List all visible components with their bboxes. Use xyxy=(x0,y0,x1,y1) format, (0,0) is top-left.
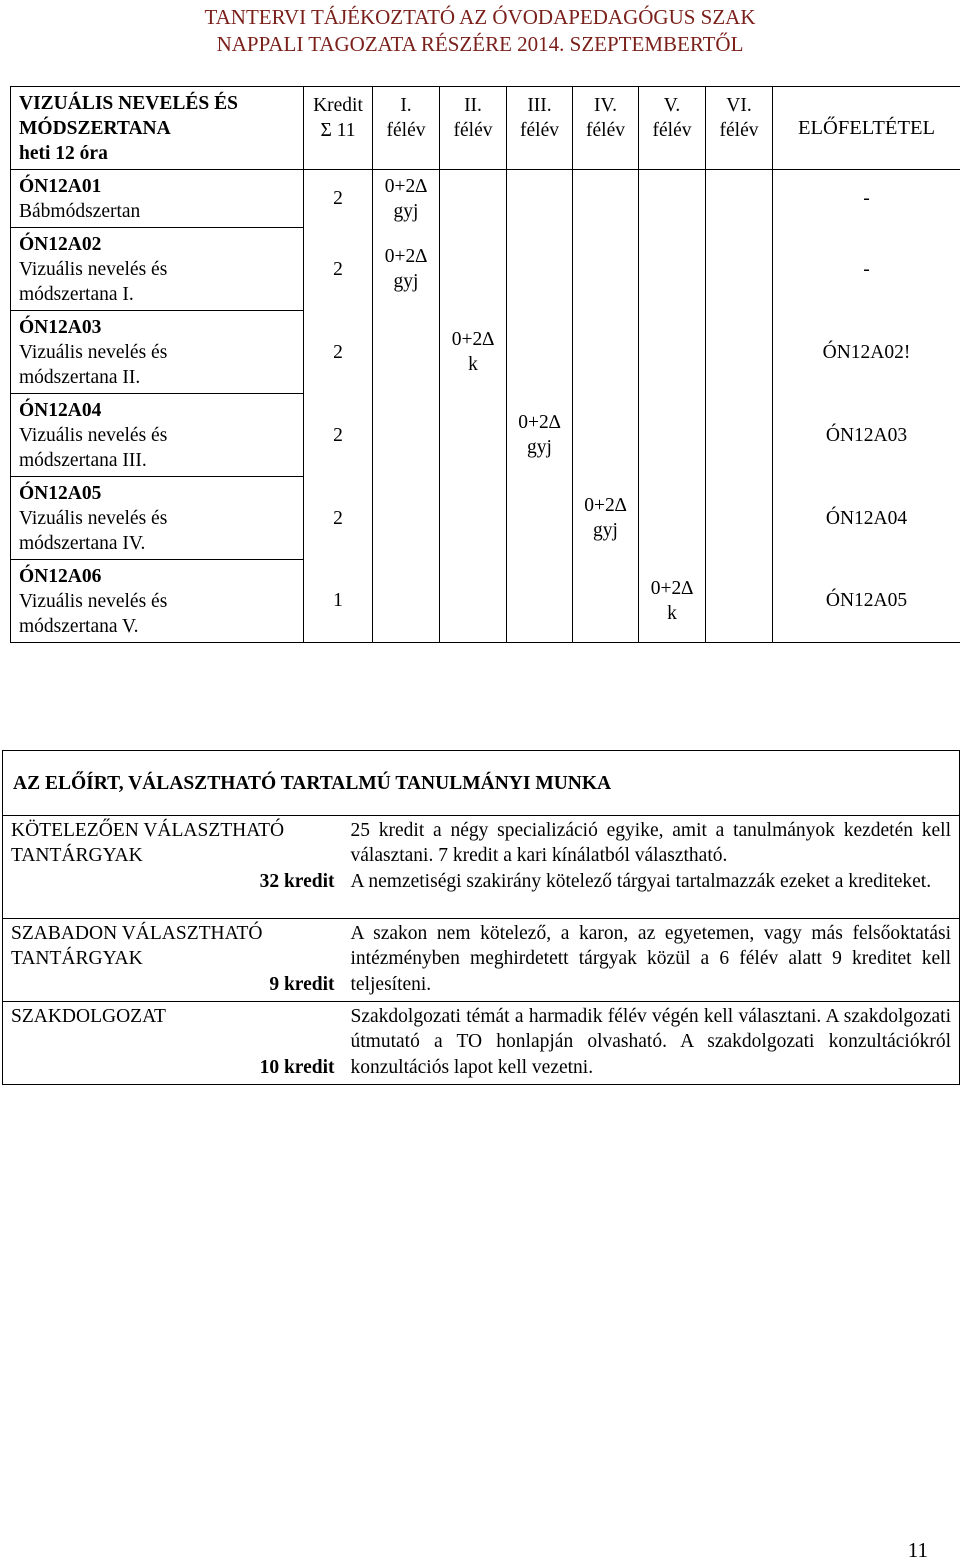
credit-cell: 2 xyxy=(304,228,373,311)
prereq-cell: ÓN12A04 xyxy=(773,477,960,560)
requirement-label: SZAKDOLGOZAT 10 kredit xyxy=(3,1001,343,1084)
table-row xyxy=(11,228,960,311)
page-header xyxy=(0,4,960,58)
course-table xyxy=(10,86,960,643)
subject-cell: ÓN12A05 Vizuális nevelés és módszertana IV. xyxy=(11,477,304,560)
semester-header-5: V. félév xyxy=(639,87,706,170)
block-title-cell: VIZUÁLIS NEVELÉS ÉS MÓDSZERTANA heti 12 óra xyxy=(11,87,304,170)
table-row xyxy=(11,477,960,560)
semester-entry: 0+2∆ k xyxy=(639,560,706,643)
subject-cell: ÓN12A06 Vizuális nevelés és módszertana V. xyxy=(11,560,304,643)
prereq-header: ELŐFELTÉTEL xyxy=(773,87,960,170)
prereq-cell: ÓN12A05 xyxy=(773,560,960,643)
requirement-description: 25 kredit a négy specializáció egyike, amit a tanulmányok kezdetén kell választani. 7 kredit a kari kínálatból választható. A nemzetiségi szakirány kötelező tárgyai tartalmazzák ezeket a krediteket. xyxy=(343,815,960,918)
table-row xyxy=(11,560,960,643)
requirement-description: A szakon nem kötelező, a karon, az egyetemen, vagy más felsőoktatási intézményben meghirdetett tárgyak közül a 6 félév alatt 9 kreditet kell teljesíteni. xyxy=(343,918,960,1001)
semester-header-3: III. félév xyxy=(507,87,573,170)
subject-cell: ÓN12A02 Vizuális nevelés és módszertana I. xyxy=(11,228,304,311)
semester-entry: 0+2∆ gyj xyxy=(373,228,440,311)
kredit-header: Kredit Σ 11 xyxy=(304,87,373,170)
page-number: 11 xyxy=(907,1538,928,1562)
requirement-label: SZABADON VÁLASZTHATÓ TANTÁRGYAK 9 kredit xyxy=(3,918,343,1001)
semester-entry: 0+2∆ k xyxy=(440,311,507,394)
semester-entry: 0+2∆ gyj xyxy=(573,477,639,560)
semester-entry: 0+2∆ gyj xyxy=(507,394,573,477)
subject-cell: ÓN12A03 Vizuális nevelés és módszertana II. xyxy=(11,311,304,394)
credit-cell: 1 xyxy=(304,560,373,643)
credit-cell: 2 xyxy=(304,311,373,394)
semester-header-6: VI. félév xyxy=(706,87,773,170)
credit-cell: 2 xyxy=(304,477,373,560)
subject-cell: ÓN12A01 Bábmódszertan xyxy=(11,170,304,228)
prereq-cell: ÓN12A02! xyxy=(773,311,960,394)
requirement-row xyxy=(3,815,960,918)
requirement-row xyxy=(3,918,960,1001)
requirements-title: AZ ELŐÍRT, VÁLASZTHATÓ TARTALMÚ TANULMÁNYI MUNKA xyxy=(3,751,960,816)
table-row xyxy=(11,170,960,228)
requirement-description: Szakdolgozati témát a harmadik félév végén kell választani. A szakdolgozati útmutató a TO honlapján olvasható. A szakdolgozati konzultációkról konzultációs lapot kell vezetni. xyxy=(343,1001,960,1084)
table-row xyxy=(11,311,960,394)
requirements-table xyxy=(2,750,960,1085)
requirement-row xyxy=(3,1001,960,1084)
semester-entry: 0+2∆ gyj xyxy=(373,170,440,228)
credit-cell: 2 xyxy=(304,170,373,228)
semester-header-2: II. félév xyxy=(440,87,507,170)
prereq-cell: - xyxy=(773,170,960,228)
semester-header-1: I. félév xyxy=(373,87,440,170)
table-header-row xyxy=(11,87,960,170)
table-row xyxy=(11,394,960,477)
requirement-label: KÖTELEZŐEN VÁLASZTHATÓ TANTÁRGYAK 32 kredit xyxy=(3,815,343,918)
header-line-2: NAPPALI TAGOZATA RÉSZÉRE 2014. SZEPTEMBERTŐL xyxy=(216,32,744,56)
prereq-cell: ÓN12A03 xyxy=(773,394,960,477)
subject-cell: ÓN12A04 Vizuális nevelés és módszertana III. xyxy=(11,394,304,477)
prereq-cell: - xyxy=(773,228,960,311)
semester-header-4: IV. félév xyxy=(573,87,639,170)
credit-cell: 2 xyxy=(304,394,373,477)
header-line-1: TANTERVI TÁJÉKOZTATÓ AZ ÓVODAPEDAGÓGUS SZAK xyxy=(204,5,756,29)
